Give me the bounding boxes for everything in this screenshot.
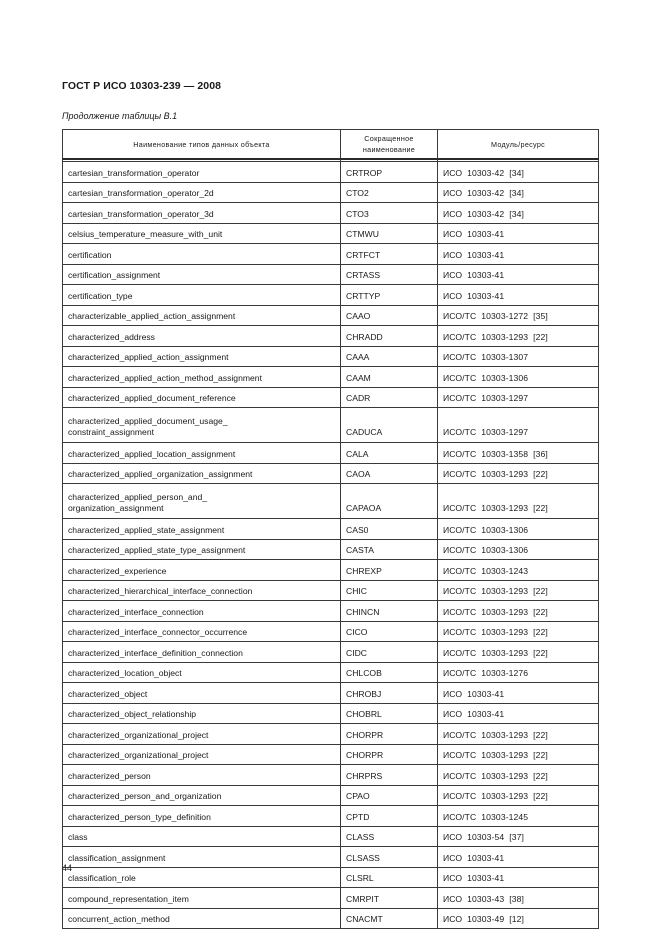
table-row (63, 703, 599, 724)
column-header-module: Модуль/ресурс (438, 130, 599, 160)
table-row (63, 182, 599, 203)
entity-name-cell: characterized_location_object (63, 662, 341, 683)
short-name-cell: CHOBRL (341, 703, 438, 724)
table-row (63, 560, 599, 581)
short-name-cell: CHIC (341, 580, 438, 601)
table-row (63, 867, 599, 888)
module-resource-cell: ИСО 10303-42 [34] (438, 162, 599, 183)
entity-data-types-table (62, 129, 599, 929)
entity-name-cell: characterized_person_and_organization (63, 785, 341, 806)
short-name-cell: CAAA (341, 346, 438, 367)
document-header: ГОСТ Р ИСО 10303-239 — 2008 (62, 80, 222, 92)
entity-name-cell: characterized_object (63, 683, 341, 704)
entity-name-cell: characterized_object_relationship (63, 703, 341, 724)
module-resource-cell: ИСО/ТС 10303-1306 (438, 539, 599, 560)
module-resource-cell: ИСО/ТС 10303-1293 [22] (438, 326, 599, 347)
short-name-cell: CHRPRS (341, 765, 438, 786)
module-resource-cell: ИСО 10303-42 [34] (438, 203, 599, 224)
table-row (63, 408, 599, 443)
entity-name-cell: characterized_hierarchical_interface_connection (63, 580, 341, 601)
module-resource-cell: ИСО/ТС 10303-1358 [36] (438, 443, 599, 464)
entity-name-cell: cartesian_transformation_operator_3d (63, 203, 341, 224)
module-resource-cell: ИСО/ТС 10303-1293 [22] (438, 724, 599, 745)
table-row (63, 908, 599, 929)
table-row (63, 826, 599, 847)
entity-name-cell: cartesian_transformation_operator (63, 162, 341, 183)
entity-name-cell: characterized_address (63, 326, 341, 347)
module-resource-cell: ИСО 10303-43 [38] (438, 888, 599, 909)
short-name-cell: CLASS (341, 826, 438, 847)
table-row (63, 642, 599, 663)
entity-name-cell: characterized_applied_action_assignment (63, 346, 341, 367)
entity-name-cell: certification_type (63, 285, 341, 306)
entity-name-cell: characterized_applied_organization_assignment (63, 463, 341, 484)
module-resource-cell: ИСО/ТС 10303-1306 (438, 519, 599, 540)
short-name-cell: CPAO (341, 785, 438, 806)
module-resource-cell: ИСО/ТС 10303-1297 (438, 387, 599, 408)
table-row (63, 463, 599, 484)
short-name-cell: CMRPIT (341, 888, 438, 909)
entity-name-cell: characterized_applied_document_usage_ constraint_assignment (63, 408, 341, 443)
short-name-cell: CHREXP (341, 560, 438, 581)
entity-name-cell: class (63, 826, 341, 847)
module-resource-cell: ИСО 10303-41 (438, 703, 599, 724)
table-row (63, 724, 599, 745)
module-resource-cell: ИСО 10303-41 (438, 264, 599, 285)
short-name-cell: CAAM (341, 367, 438, 388)
module-resource-cell: ИСО 10303-41 (438, 847, 599, 868)
module-resource-cell: ИСО/ТС 10303-1245 (438, 806, 599, 827)
module-resource-cell: ИСО/ТС 10303-1307 (438, 346, 599, 367)
table-row (63, 601, 599, 622)
entity-name-cell: characterized_experience (63, 560, 341, 581)
entity-name-cell: certification_assignment (63, 264, 341, 285)
short-name-cell: CTO2 (341, 182, 438, 203)
table-row (63, 484, 599, 519)
table-row (63, 285, 599, 306)
entity-name-cell: characterized_applied_document_reference (63, 387, 341, 408)
table-row (63, 367, 599, 388)
entity-name-cell: classification_role (63, 867, 341, 888)
table-row (63, 806, 599, 827)
entity-name-cell: characterized_applied_location_assignment (63, 443, 341, 464)
module-resource-cell: ИСО 10303-41 (438, 285, 599, 306)
module-resource-cell: ИСО 10303-49 [12] (438, 908, 599, 929)
table-body (63, 159, 599, 929)
short-name-cell: CRTASS (341, 264, 438, 285)
table-row (63, 683, 599, 704)
entity-name-cell: certification (63, 244, 341, 265)
entity-name-cell: characterized_interface_connector_occurrence (63, 621, 341, 642)
table-row (63, 744, 599, 765)
table-row (63, 162, 599, 183)
entity-name-cell: characterized_organizational_project (63, 744, 341, 765)
entity-name-cell: concurrent_action_method (63, 908, 341, 929)
short-name-cell: CHROBJ (341, 683, 438, 704)
table-row (63, 621, 599, 642)
table-caption: Продолжение таблицы В.1 (62, 111, 178, 121)
entity-name-cell: classification_assignment (63, 847, 341, 868)
module-resource-cell: ИСО 10303-42 [34] (438, 182, 599, 203)
entity-name-cell: characterized_applied_state_type_assignment (63, 539, 341, 560)
module-resource-cell: ИСО/ТС 10303-1293 [22] (438, 484, 599, 519)
module-resource-cell: ИСО 10303-54 [37] (438, 826, 599, 847)
table-row (63, 264, 599, 285)
module-resource-cell: ИСО/ТС 10303-1306 (438, 367, 599, 388)
page-number: 44 (62, 863, 73, 873)
entity-name-cell: characterized_applied_state_assignment (63, 519, 341, 540)
short-name-cell: CAOA (341, 463, 438, 484)
module-resource-cell: ИСО 10303-41 (438, 223, 599, 244)
module-resource-cell: ИСО 10303-41 (438, 683, 599, 704)
table-row (63, 203, 599, 224)
table-row (63, 662, 599, 683)
short-name-cell: CLSASS (341, 847, 438, 868)
short-name-cell: CNACMT (341, 908, 438, 929)
module-resource-cell: ИСО/ТС 10303-1293 [22] (438, 642, 599, 663)
entity-name-cell: characterizable_applied_action_assignment (63, 305, 341, 326)
column-header-abbr: Сокращенное наименование (341, 130, 438, 160)
module-resource-cell: ИСО/ТС 10303-1293 [22] (438, 463, 599, 484)
short-name-cell: CRTTYP (341, 285, 438, 306)
entity-name-cell: characterized_applied_action_method_assignment (63, 367, 341, 388)
module-resource-cell: ИСО/ТС 10303-1293 [22] (438, 621, 599, 642)
module-resource-cell: ИСО/ТС 10303-1293 [22] (438, 744, 599, 765)
short-name-cell: CHRADD (341, 326, 438, 347)
table-row (63, 539, 599, 560)
short-name-cell: CIDC (341, 642, 438, 663)
short-name-cell: CHLCOB (341, 662, 438, 683)
module-resource-cell: ИСО 10303-41 (438, 867, 599, 888)
entity-name-cell: characterized_interface_connection (63, 601, 341, 622)
table-row (63, 305, 599, 326)
module-resource-cell: ИСО/ТС 10303-1243 (438, 560, 599, 581)
short-name-cell: CADR (341, 387, 438, 408)
module-resource-cell: ИСО/ТС 10303-1293 [22] (438, 765, 599, 786)
table-row (63, 580, 599, 601)
short-name-cell: CRTFCT (341, 244, 438, 265)
table-row (63, 223, 599, 244)
short-name-cell: CPTD (341, 806, 438, 827)
module-resource-cell: ИСО 10303-41 (438, 244, 599, 265)
short-name-cell: CHINCN (341, 601, 438, 622)
short-name-cell: CRTROP (341, 162, 438, 183)
short-name-cell: CASTA (341, 539, 438, 560)
entity-name-cell: cartesian_transformation_operator_2d (63, 182, 341, 203)
table-row (63, 847, 599, 868)
module-resource-cell: ИСО/ТС 10303-1293 [22] (438, 601, 599, 622)
short-name-cell: CAS0 (341, 519, 438, 540)
entity-name-cell: compound_representation_item (63, 888, 341, 909)
table-row (63, 765, 599, 786)
module-resource-cell: ИСО/ТС 10303-1293 [22] (438, 785, 599, 806)
module-resource-cell: ИСО/ТС 10303-1297 (438, 408, 599, 443)
short-name-cell: CLSRL (341, 867, 438, 888)
table-row (63, 346, 599, 367)
table-row (63, 785, 599, 806)
short-name-cell: CICO (341, 621, 438, 642)
column-header-name: Наименование типов данных объекта (63, 130, 341, 160)
entity-name-cell: characterized_applied_person_and_ organization_assignment (63, 484, 341, 519)
short-name-cell: CAAO (341, 305, 438, 326)
entity-name-cell: characterized_interface_definition_connection (63, 642, 341, 663)
module-resource-cell: ИСО/ТС 10303-1272 [35] (438, 305, 599, 326)
table-row (63, 888, 599, 909)
short-name-cell: CHORPR (341, 744, 438, 765)
entity-name-cell: characterized_organizational_project (63, 724, 341, 745)
table-row (63, 326, 599, 347)
module-resource-cell: ИСО/ТС 10303-1293 [22] (438, 580, 599, 601)
table-header-row (63, 130, 599, 160)
short-name-cell: CALA (341, 443, 438, 464)
entity-name-cell: characterized_person (63, 765, 341, 786)
table-row (63, 387, 599, 408)
short-name-cell: CADUCA (341, 408, 438, 443)
module-resource-cell: ИСО/ТС 10303-1276 (438, 662, 599, 683)
short-name-cell: CTO3 (341, 203, 438, 224)
table-row (63, 443, 599, 464)
short-name-cell: CTMWU (341, 223, 438, 244)
short-name-cell: CHORPR (341, 724, 438, 745)
short-name-cell: CAPAOA (341, 484, 438, 519)
table-row (63, 244, 599, 265)
table-row (63, 519, 599, 540)
entity-name-cell: characterized_person_type_definition (63, 806, 341, 827)
entity-name-cell: celsius_temperature_measure_with_unit (63, 223, 341, 244)
